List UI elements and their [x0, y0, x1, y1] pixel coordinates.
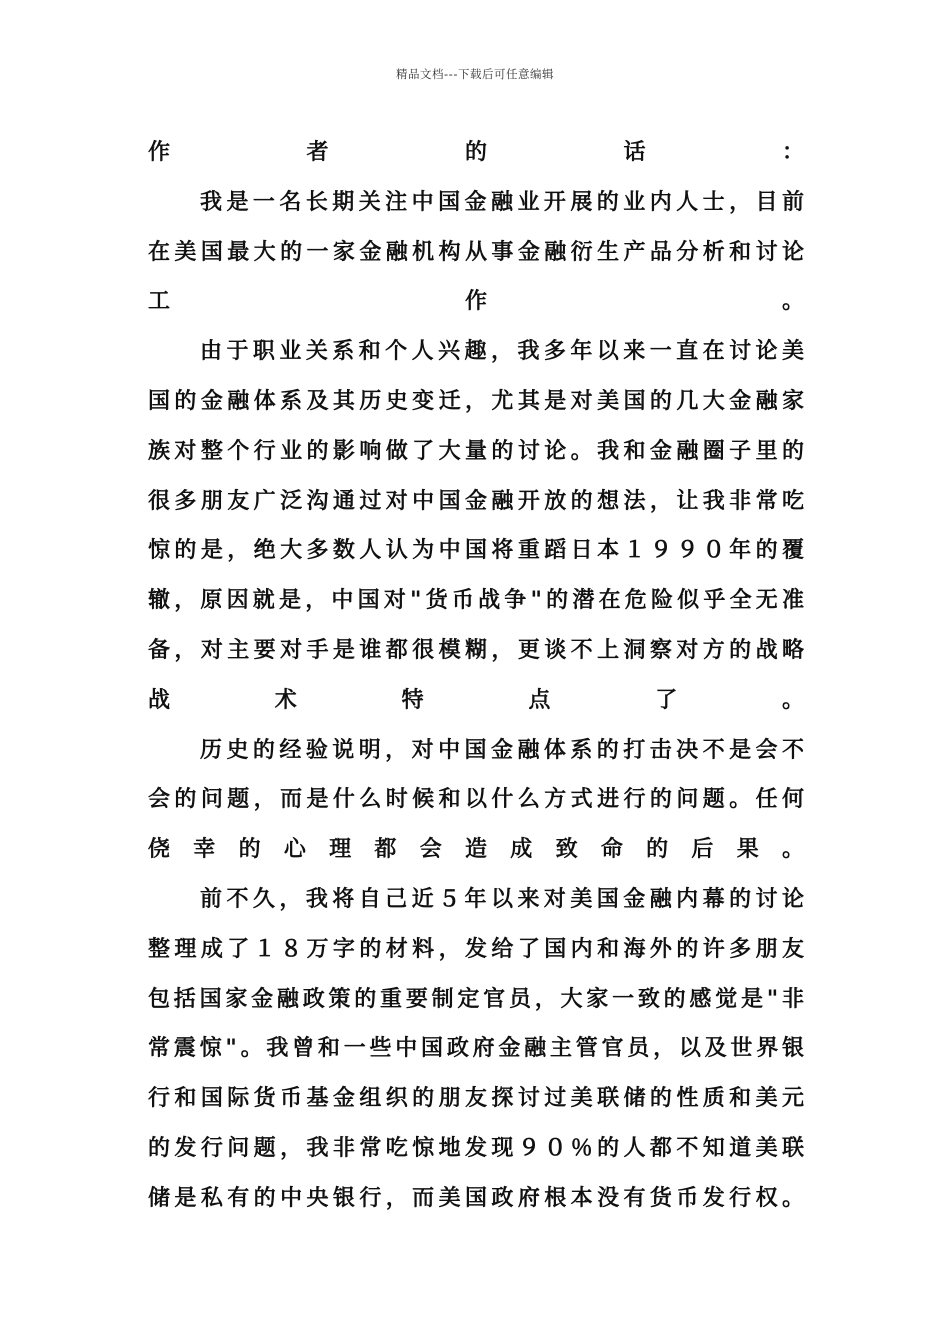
text-line: 整理成了１８万字的材料，发给了国内和海外的许多朋友	[148, 935, 804, 962]
text-line: 会的问题，而是什么时候和以什么方式进行的问题。任何	[148, 786, 804, 813]
text-line: 很多朋友广泛沟通过对中国金融开放的想法，让我非常吃	[148, 487, 804, 514]
text-line: 我是一名长期关注中国金融业开展的业内人士，目前	[200, 188, 804, 215]
page-header: 精品文档---下载后可任意编辑	[396, 67, 554, 81]
text-line: 常震惊"。我曾和一些中国政府金融主管官员，以及世界银	[148, 1035, 804, 1062]
document-body	[148, 128, 804, 1224]
text-line: 战 术 特 点 了 。	[148, 686, 804, 713]
text-line: 在美国最大的一家金融机构从事金融衍生产品分析和讨论	[148, 238, 804, 265]
text-line-title: 作 者 的 话 ：	[148, 139, 804, 165]
text-line: 包括国家金融政策的重要制定官员，大家一致的感觉是"非	[148, 985, 804, 1012]
text-line: 行和国际货币基金组织的朋友探讨过美联储的性质和美元	[148, 1085, 804, 1112]
text-line: 辙，原因就是，中国对"货币战争"的潜在危险似乎全无准	[148, 587, 804, 614]
text-line: 国的金融体系及其历史变迁，尤其是对美国的几大金融家	[148, 387, 804, 414]
text-line: 工 作 。	[148, 288, 804, 315]
text-line: 侥 幸 的 心 理 都 会 造 成 致 命 的 后 果 。	[148, 836, 804, 863]
text-line: 的发行问题，我非常吃惊地发现９０％的人都不知道美联	[148, 1134, 804, 1161]
text-line: 前不久，我将自己近５年以来对美国金融内幕的讨论	[200, 885, 804, 912]
text-line: 由于职业关系和个人兴趣，我多年以来一直在讨论美	[200, 338, 804, 365]
text-line: 备，对主要对手是谁都很模糊，更谈不上洞察对方的战略	[148, 636, 804, 663]
text-line: 族对整个行业的影响做了大量的讨论。我和金融圈子里的	[148, 437, 804, 464]
text-line: 惊的是，绝大多数人认为中国将重蹈日本１９９０年的覆	[148, 537, 804, 564]
text-line: 储是私有的中央银行，而美国政府根本没有货币发行权。	[148, 1184, 804, 1211]
text-line: 历史的经验说明，对中国金融体系的打击决不是会不	[200, 736, 804, 763]
